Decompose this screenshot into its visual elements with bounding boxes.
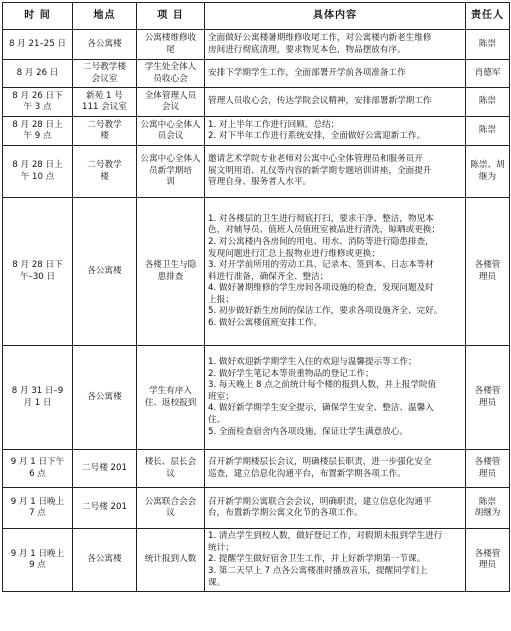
location-cell	[73, 117, 137, 146]
content-cell-line: 统计；	[208, 542, 234, 553]
item-cell	[137, 146, 205, 198]
item-cell	[137, 117, 205, 146]
table-row	[3, 30, 510, 60]
owner-cell-line: 理员	[478, 560, 497, 571]
owner-cell-line: 陈崇	[478, 125, 497, 136]
table-row	[3, 529, 510, 592]
content-cell-line: 课。	[208, 577, 226, 588]
owner-cell	[466, 30, 510, 60]
item-cell-line: 议	[166, 468, 175, 479]
item-cell	[137, 529, 205, 592]
owner-cell	[466, 146, 510, 198]
content-cell-line: 发现问题进行汇总上报物业进行维修或更换；	[208, 248, 380, 259]
location-cell	[73, 488, 137, 529]
item-cell-line: 员新学期培	[149, 165, 192, 176]
item-cell-line: 员收心会	[153, 73, 188, 84]
time-cell-line: 6 点	[29, 468, 46, 479]
time-cell	[3, 117, 73, 146]
item-cell-line: 患排查	[157, 271, 184, 282]
location-cell-line: 楼	[100, 131, 109, 142]
owner-cell-line: 各楼管	[474, 457, 501, 468]
location-cell	[73, 346, 137, 450]
content-cell-line: 2. 做好学生笔记本等贵重物品的登记工作；	[208, 368, 374, 379]
item-cell-line: 统计报到人数	[144, 554, 197, 565]
owner-cell	[466, 488, 510, 529]
content-cell	[205, 146, 466, 198]
time-cell	[3, 30, 73, 60]
owner-cell	[466, 198, 510, 346]
time-cell	[3, 88, 73, 117]
content-cell-line: 上报；	[208, 294, 234, 305]
time-cell	[3, 529, 73, 592]
table-row	[3, 117, 510, 146]
content-cell-line: 1. 清点学生到校人数，做好登记工作，对假期未报到学生进行	[208, 531, 443, 542]
content-cell	[205, 488, 466, 529]
header-time: 时 间	[3, 3, 73, 30]
content-cell-line: 5. 初步做好新生房间的保洁工作，要求各项设施齐全、完好。	[208, 306, 443, 317]
item-cell	[137, 88, 205, 117]
location-cell	[73, 88, 137, 117]
location-cell-line: 二号教学	[87, 119, 122, 130]
item-cell-line: 楼长、层长会	[144, 457, 197, 468]
content-cell-line: 6. 做好公寓楼值班安排工作。	[208, 318, 323, 329]
item-cell	[137, 346, 205, 450]
content-cell	[205, 30, 466, 60]
item-cell	[137, 488, 205, 529]
owner-cell-line: 陈崇	[478, 96, 497, 107]
location-cell	[73, 30, 137, 60]
owner-cell-line: 胡继为	[474, 508, 501, 519]
location-cell-line: 各公寓楼	[87, 38, 122, 49]
content-cell-line: 邀请艺术学院专业老师对公寓中心全体管理员和服务员开	[208, 154, 423, 165]
table-row	[3, 60, 510, 88]
item-cell-line: 公寓中心全体人	[140, 119, 201, 130]
time-cell	[3, 450, 73, 488]
time-cell-line: 8 月 28 日上	[12, 160, 63, 171]
item-cell-line: 公寓楼维修收	[144, 32, 197, 43]
content-cell-line: 管理人员收心会，传达学院会议精神，安排部署新学期工作	[208, 96, 432, 107]
location-cell-line: 各公寓楼	[87, 554, 122, 565]
time-cell-line: 8 月 26 日下	[12, 90, 63, 101]
owner-cell-line: 各楼管	[474, 386, 501, 397]
content-cell	[205, 450, 466, 488]
content-cell-line: 3. 每天晚上 8 点之前统计每个楼的报到人数，并上报学院值	[208, 380, 437, 391]
location-cell-line: 二号教学	[87, 160, 122, 171]
time-cell-line: 月 1 日	[23, 397, 52, 408]
location-cell-line: 新苑 1 号	[86, 90, 123, 101]
time-cell-line: 9 月 1 日晚上	[10, 496, 65, 507]
table-row	[3, 488, 510, 529]
content-cell-line: 2. 对公寓楼内各房间的用电、用水、消防等进行隐患排查，	[208, 236, 434, 247]
location-cell-line: 会议室	[91, 73, 118, 84]
content-cell-line: 4. 做好新学期学生安全提示，确保学生安全、整洁、温馨入	[208, 403, 434, 414]
time-cell-line: 9 月 1 日晚上	[10, 548, 65, 559]
header-item: 项 目	[137, 3, 205, 30]
table-body	[3, 30, 510, 592]
owner-cell-line: 继为	[478, 171, 497, 182]
content-cell	[205, 88, 466, 117]
content-cell-line: 住。	[208, 415, 226, 426]
time-cell-line: 7 点	[29, 508, 46, 519]
owner-cell-line: 陈崇、胡	[470, 160, 505, 171]
location-cell-line: 二号楼 201	[82, 502, 127, 513]
location-cell-line: 二号楼 201	[82, 462, 127, 473]
time-cell	[3, 60, 73, 88]
time-cell-line: 8 月 28 日上	[12, 119, 63, 130]
location-cell-line: 二号教学楼	[83, 62, 126, 72]
location-cell	[73, 529, 137, 592]
content-cell-line: 展文明用语、礼仪等内容的新学期专题培训讲座，全面提升	[208, 165, 432, 176]
work-schedule-table	[2, 2, 510, 592]
table-row	[3, 146, 510, 198]
content-cell-line: 召开新学期楼层长会议，明确楼层长职责，进一步强化安全	[208, 457, 432, 468]
owner-cell-line: 陈崇	[478, 496, 497, 507]
content-cell	[205, 529, 466, 592]
content-cell	[205, 346, 466, 450]
owner-cell-line: 肖德军	[474, 67, 501, 78]
item-cell	[137, 198, 205, 346]
content-cell-line: 管理自身、服务者人水平。	[208, 177, 312, 188]
item-cell-line: 各楼卫生与隐	[144, 260, 197, 271]
location-cell-line: 111 会议室	[82, 102, 127, 113]
item-cell-line: 尾	[166, 44, 175, 55]
table-row	[3, 88, 510, 117]
location-cell	[73, 198, 137, 346]
location-cell	[73, 60, 137, 88]
time-cell-line: 午 3 点	[23, 102, 52, 113]
content-cell-line: 5. 全面检查宿舍内各项设施，保证让学生满意放心。	[208, 426, 408, 437]
time-cell-line: 8 月 21–25 日	[8, 38, 67, 49]
table-row	[3, 450, 510, 488]
table-row	[3, 346, 510, 450]
content-cell-line: 台，布置新学期公寓文化节的各项工作。	[208, 508, 363, 519]
item-cell-line: 住、返校报到	[144, 397, 197, 408]
owner-cell-line: 理员	[478, 468, 497, 479]
item-cell-line: 训	[166, 177, 175, 188]
content-cell-line: 1. 对各楼层的卫生进行彻底打扫，要求干净、整洁，物见本	[208, 213, 434, 224]
time-cell-line: 午–30 日	[19, 271, 56, 282]
owner-cell-line: 理员	[478, 397, 497, 408]
item-cell-line: 全体管理人员	[144, 90, 197, 101]
time-cell	[3, 488, 73, 529]
location-cell-line: 楼	[100, 171, 109, 182]
item-cell	[137, 60, 205, 88]
item-cell	[137, 450, 205, 488]
owner-cell	[466, 346, 510, 450]
item-cell-line: 学生处全体人	[144, 62, 197, 72]
item-cell-line: 公寓中心全体人	[140, 154, 201, 165]
content-cell-line: 2. 对下半年工作进行系统安排，全面做好公寓迎新工作。	[208, 131, 426, 142]
content-cell-line: 安排下学期学生工作，全面部署开学前各项准备工作	[208, 67, 406, 78]
content-cell-line: 召开新学期公寓联合会会议，明确职责，建立信息化沟通平	[208, 496, 432, 507]
time-cell	[3, 146, 73, 198]
item-cell	[137, 30, 205, 60]
content-cell-line: 1. 做好欢迎新学期学生入住的欢迎与温馨提示等工作；	[208, 357, 417, 368]
content-cell-line: 4. 做好暑期维修的学生房间各项设施的检查，发现问题及时	[208, 283, 434, 294]
owner-cell	[466, 88, 510, 117]
time-cell-line: 午 9 点	[23, 131, 52, 142]
time-cell-line: 8 月 26 日	[16, 67, 59, 78]
owner-cell-line: 各楼管	[474, 260, 501, 271]
owner-cell	[466, 450, 510, 488]
content-cell-line: 巡查，建立信息化沟通平台，布置新学期各项工作。	[208, 468, 406, 479]
content-cell-line: 班室；	[208, 391, 234, 402]
content-cell-line: 2. 提醒学生做好宿舍卫生工作，并上好新学期第一节课。	[208, 554, 426, 565]
header-owner: 责任人	[466, 3, 510, 30]
owner-cell	[466, 529, 510, 592]
item-cell-line: 学生有序入	[149, 386, 192, 397]
content-cell-line: 3. 第二天早上 7 点各公寓楼准时播放音乐，提醒同学们上	[208, 565, 428, 576]
content-cell	[205, 117, 466, 146]
content-cell-line: 色，对辅导员、值班人员值班室被品进行清洗，晾晒或更换；	[208, 225, 441, 236]
time-cell-line: 8 月 31 日–9	[11, 386, 64, 397]
header-content: 具体内容	[205, 3, 466, 30]
table-header-row	[3, 3, 510, 30]
location-cell-line: 各公寓楼	[87, 265, 122, 276]
owner-cell-line: 各楼管	[474, 548, 501, 559]
content-cell-line: 3. 对开学前所用的劳动工具、记录本、签到本、日志本等材	[208, 260, 434, 271]
item-cell-line: 公寓联合会会	[144, 496, 197, 507]
time-cell-line: 9 月 1 日下午	[10, 457, 65, 468]
content-cell-line: 房间进行彻底清理，要求物见本色，物品摆放有序。	[208, 44, 406, 55]
time-cell	[3, 198, 73, 346]
owner-cell	[466, 117, 510, 146]
item-cell-line: 员会议	[157, 131, 184, 142]
time-cell	[3, 346, 73, 450]
table-row	[3, 198, 510, 346]
time-cell-line: 9 点	[29, 560, 46, 571]
content-cell	[205, 198, 466, 346]
content-cell-line: 全面做好公寓楼暑期维修收尾工作，对公寓楼内新老生维修	[208, 32, 432, 43]
owner-cell-line: 陈崇	[478, 38, 497, 49]
owner-cell-line: 理员	[478, 271, 497, 282]
location-cell	[73, 146, 137, 198]
time-cell-line: 午 10 点	[20, 171, 55, 182]
location-cell	[73, 450, 137, 488]
location-cell-line: 各公寓楼	[87, 391, 122, 402]
content-cell-line: 1. 对上半年工作进行回顾、总结；	[208, 119, 340, 130]
item-cell-line: 议	[166, 508, 175, 519]
owner-cell	[466, 60, 510, 88]
time-cell-line: 8 月 28 日下	[12, 260, 63, 271]
header-location: 地点	[73, 3, 137, 30]
item-cell-line: 会议	[161, 102, 180, 113]
content-cell	[205, 60, 466, 88]
content-cell-line: 料进行准备，确保齐全、整洁；	[208, 271, 329, 282]
